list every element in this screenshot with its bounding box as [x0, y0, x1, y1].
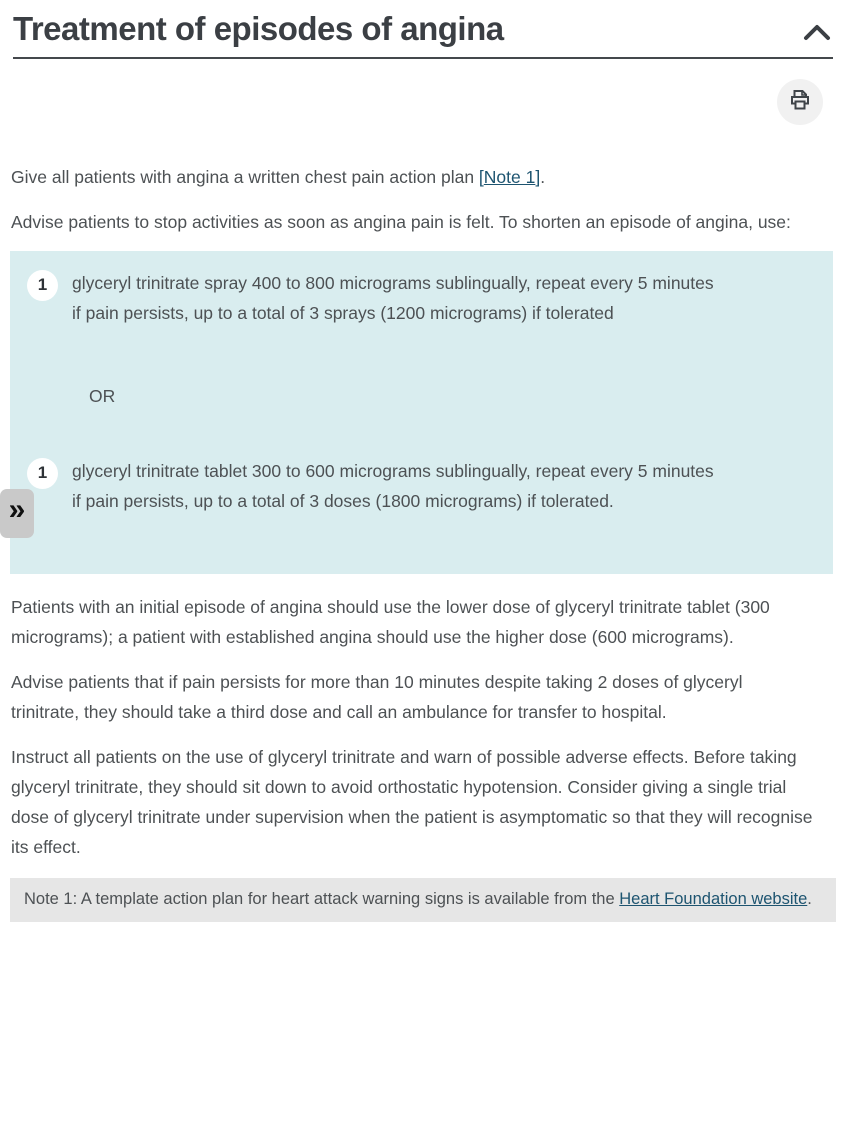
option-number-badge: 1 — [27, 270, 58, 301]
option-number-badge: 1 — [27, 458, 58, 489]
collapse-section-button[interactable] — [801, 18, 833, 50]
paragraph-advise-stop: Advise patients to stop activities as soon as angina pain is felt. To shorten an episode of angina, use: — [11, 211, 791, 232]
paragraph-text: . — [540, 166, 546, 187]
paragraph-instruct-patients: Instruct all patients on the use of glyceryl trinitrate and warn of possible adverse effects. Before taking glyceryl trinitrate, they should sit down to avoid orthostatic hypotension. Consider giving a single trial dose of glyceryl trinitrate under supervision when the patient is asymptomatic so that they will recognise its effect. — [11, 746, 813, 857]
note-text: Note 1: A template action plan for heart attack warning signs is available from the — [24, 889, 620, 908]
double-chevron-right-icon: » — [8, 492, 26, 526]
option-text: glyceryl trinitrate tablet 300 to 600 micrograms sublingually, repeat every 5 minutes if pain persists, up to a total of 3 doses (1800 micrograms) if tolerated. — [72, 460, 714, 511]
paragraph-text: Give all patients with angina a written chest pain action plan — [11, 166, 479, 187]
paragraph-action-plan — [11, 162, 813, 192]
section-content — [0, 162, 847, 862]
paragraph-pain-persists: Advise patients that if pain persists for more than 10 minutes despite taking 2 doses of glyceryl trinitrate, they should take a third dose and call an ambulance for transfer to hospital. — [11, 671, 743, 722]
note-1-box — [10, 878, 836, 922]
page-title: Treatment of episodes of angina — [13, 10, 504, 47]
printer-icon — [787, 87, 813, 116]
heart-foundation-website-link[interactable]: Heart Foundation website — [619, 889, 808, 908]
paragraph-initial-episode: Patients with an initial episode of angina should use the lower dose of glyceryl trinitrate tablet (300 micrograms); a patient with established angina should use the higher dose (600 micrograms). — [11, 596, 770, 647]
note-1-link[interactable]: Note 1 — [483, 166, 536, 187]
drug-options-box — [10, 251, 833, 574]
option-text: glyceryl trinitrate spray 400 to 800 micrograms sublingually, repeat every 5 minutes if pain persists, up to a total of 3 sprays (1200 micrograms) if tolerated — [72, 272, 714, 323]
print-button[interactable] — [777, 79, 823, 125]
expand-sidebar-button[interactable] — [0, 489, 34, 538]
section-header — [0, 0, 847, 51]
drug-option-2 — [27, 456, 793, 516]
toolbar — [0, 79, 823, 125]
title-divider — [13, 57, 833, 59]
chevron-up-icon — [803, 29, 831, 44]
drug-option-1 — [27, 268, 793, 328]
bracket: ] — [535, 166, 541, 187]
or-separator: OR — [89, 385, 116, 406]
bracket: [ — [478, 166, 484, 187]
note-text: . — [807, 889, 812, 908]
